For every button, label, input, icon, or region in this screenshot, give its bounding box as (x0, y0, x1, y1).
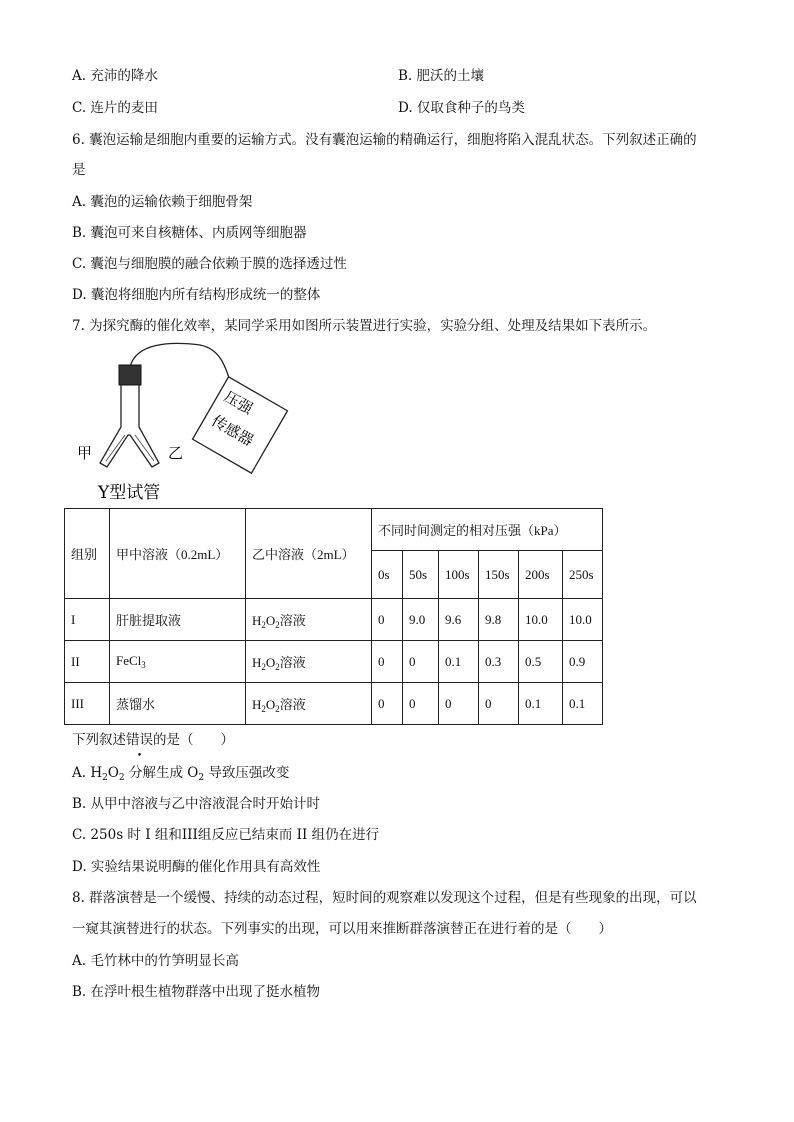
q6-option-b: B. 囊泡可来自核糖体、内质网等细胞器 (72, 225, 307, 241)
q7-question: 下列叙述错误的是（ ） (72, 732, 234, 748)
rubber-stopper (119, 365, 141, 385)
q5-option-d: D. 仅取食种子的鸟类 (398, 100, 525, 116)
experiment-results-table (64, 508, 603, 725)
value-cell: 0 (372, 599, 403, 641)
emphasized-word: 错误 (126, 732, 153, 748)
table-row (65, 599, 603, 641)
header-group: 组别 (65, 509, 110, 599)
value-cell: 0.1 (519, 683, 563, 725)
q7-option-b: B. 从甲中溶液与乙中溶液混合时开始计时 (72, 796, 321, 812)
yi-cell: $H_2O_2$溶液 (246, 683, 372, 725)
value-cell: 0.1 (563, 683, 603, 725)
jia-cell: FeCl$_3$ (110, 641, 246, 683)
jia-cell: 肝脏提取液 (110, 599, 246, 641)
figure-caption: Y型试管 (98, 483, 161, 503)
value-cell: 0 (372, 641, 403, 683)
time-header: 0s (372, 551, 403, 599)
value-cell: 10.0 (519, 599, 563, 641)
yi-cell: $H_2O_2$溶液 (246, 599, 372, 641)
time-header: 100s (439, 551, 479, 599)
table-row (65, 641, 603, 683)
value-cell: 9.6 (439, 599, 479, 641)
group-cell: I (65, 599, 110, 641)
q6-option-d: D. 囊泡将细胞内所有结构形成统一的整体 (72, 287, 321, 303)
value-cell: 0 (479, 683, 519, 725)
table-row (65, 683, 603, 725)
time-header: 150s (479, 551, 519, 599)
q5-option-b: B. 肥沃的土壤 (398, 68, 485, 84)
header-jia: 甲中溶液（0.2mL） (110, 509, 246, 599)
q8-option-b: B. 在浮叶根生植物群落中出现了挺水植物 (72, 984, 321, 1000)
yi-cell: $H_2O_2$溶液 (246, 641, 372, 683)
value-cell: 0.3 (479, 641, 519, 683)
time-header: 200s (519, 551, 563, 599)
group-cell: II (65, 641, 110, 683)
q7-option-a: A. $H_2O_2$ 分解生成 $O_2$ 导致压强改变 (72, 765, 290, 783)
q5-option-c: C. 连片的麦田 (72, 100, 158, 116)
jia-cell: 蒸馏水 (110, 683, 246, 725)
time-header: 250s (563, 551, 603, 599)
sensor-label-line2: 传感器 (208, 411, 257, 450)
value-cell: 0 (403, 641, 439, 683)
value-cell: 0 (372, 683, 403, 725)
value-cell: 0 (403, 683, 439, 725)
right-arm-label: 乙 (168, 444, 184, 462)
q6-stem-line2: 是 (72, 162, 86, 178)
value-cell: 0.1 (439, 641, 479, 683)
q6-stem-line1: 6. 囊泡运输是细胞内重要的运输方式。没有囊泡运输的精确运行，细胞将陷入混乱状态。下列叙述正确的 (72, 132, 697, 148)
q6-option-a: A. 囊泡的运输依赖于细胞骨架 (72, 194, 253, 210)
y-tube-outline (100, 385, 159, 467)
q7-option-d: D. 实验结果说明酶的催化作用具有高效性 (72, 859, 321, 875)
sensor-cable (130, 343, 232, 387)
q5-option-a: A. 充沛的降水 (72, 68, 158, 84)
q6-option-c: C. 囊泡与细胞膜的融合依赖于膜的选择透过性 (72, 256, 347, 272)
value-cell: 9.8 (479, 599, 519, 641)
value-cell: 0.9 (563, 641, 603, 683)
header-yi: 乙中溶液（2mL） (246, 509, 372, 599)
time-header: 50s (403, 551, 439, 599)
group-cell: III (65, 683, 110, 725)
left-arm-label: 甲 (77, 444, 93, 462)
value-cell: 9.0 (403, 599, 439, 641)
q7-option-c: C. 250s 时 I 组和III组反应已结束而 II 组仍在进行 (72, 827, 380, 843)
q7-stem: 7. 为探究酶的催化效率，某同学采用如图所示装置进行实验，实验分组、处理及结果如下表所示。 (72, 318, 657, 334)
value-cell: 0.5 (519, 641, 563, 683)
q8-stem-line1: 8. 群落演替是一个缓慢、持续的动态过程，短时间的观察难以发现这个过程，但是有些现象的出现，可以 (72, 890, 697, 906)
q8-option-a: A. 毛竹林中的竹笋明显长高 (72, 953, 239, 969)
q8-stem-line2: 一窥其演替进行的状态。下列事实的出现，可以用来推断群落演替正在进行着的是（ ） (72, 921, 612, 937)
header-pressure: 不同时间测定的相对压强（kPa） (372, 509, 603, 551)
sensor-label-line1: 压强 (221, 387, 256, 418)
value-cell: 0 (439, 683, 479, 725)
y-tube-apparatus-figure (70, 335, 300, 505)
value-cell: 10.0 (563, 599, 603, 641)
